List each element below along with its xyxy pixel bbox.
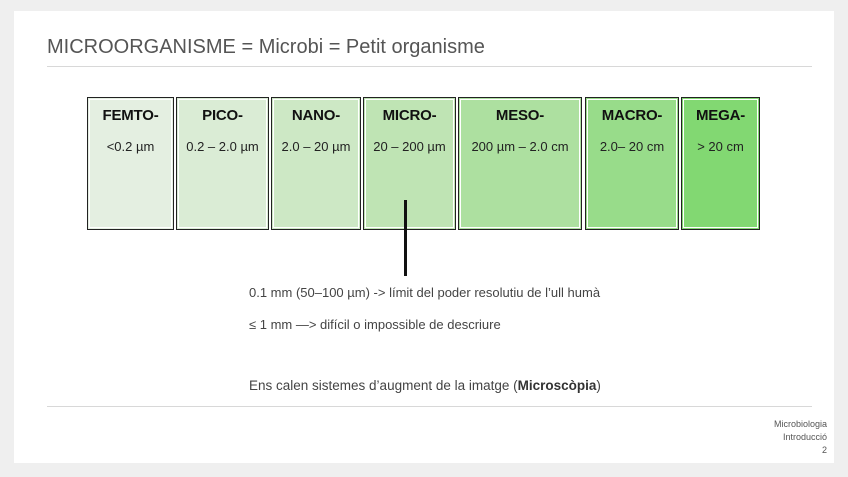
- scale-cell-macro: [585, 97, 679, 230]
- scale-prefix: MESO-: [495, 107, 545, 124]
- scale-cell-pico: [176, 97, 269, 230]
- scale-range: 2.0 – 20 µm: [281, 139, 351, 154]
- scale-prefix: FEMTO-: [102, 107, 159, 124]
- note-microscopy-suffix: ): [596, 378, 601, 393]
- note-resolution-limit: 0.1 mm (50–100 µm) -> límit del poder resolutiu de l’ull humà: [249, 285, 601, 300]
- scale-cell-micro: [363, 97, 456, 230]
- scale-cell-nano: [271, 97, 361, 230]
- note-microscopy-bold: Microscòpia: [517, 378, 597, 393]
- slide-title: MICROORGANISME = Microbi = Petit organisme: [47, 36, 485, 58]
- scale-range: 0.2 – 2.0 µm: [186, 139, 259, 154]
- slide-footer: [774, 418, 827, 457]
- scale-range: > 20 cm: [697, 139, 744, 154]
- footer-page-number: 2: [821, 445, 827, 455]
- scale-range: <0.2 µm: [106, 139, 155, 154]
- scale-prefix: NANO-: [291, 107, 341, 124]
- scale-cell-femto: [87, 97, 174, 230]
- note-microscopy: [249, 378, 601, 393]
- slide: [14, 11, 834, 463]
- scale-prefix: MICRO-: [382, 107, 437, 124]
- scale-cell-meso: [458, 97, 582, 230]
- scale-prefix: MEGA-: [696, 107, 745, 124]
- scale-prefix: MACRO-: [601, 107, 663, 124]
- note-hard-to-describe: ≤ 1 mm —> difícil o impossible de descriure: [249, 317, 501, 332]
- scale-range: 2.0– 20 cm: [599, 139, 665, 154]
- scale-range: 20 – 200 µm: [373, 139, 446, 154]
- resolution-limit-marker: [404, 200, 407, 276]
- scale-range: 200 µm – 2.0 cm: [471, 139, 569, 154]
- footer-section: Introducció: [782, 432, 827, 442]
- footer-course: Microbiologia: [773, 419, 827, 429]
- note-microscopy-prefix: Ens calen sistemes d’augment de la imatge (: [249, 378, 518, 393]
- scale-cell-mega: [681, 97, 760, 230]
- footer-divider: [47, 406, 812, 407]
- scale-prefix: PICO-: [202, 107, 243, 124]
- title-divider: [47, 66, 812, 67]
